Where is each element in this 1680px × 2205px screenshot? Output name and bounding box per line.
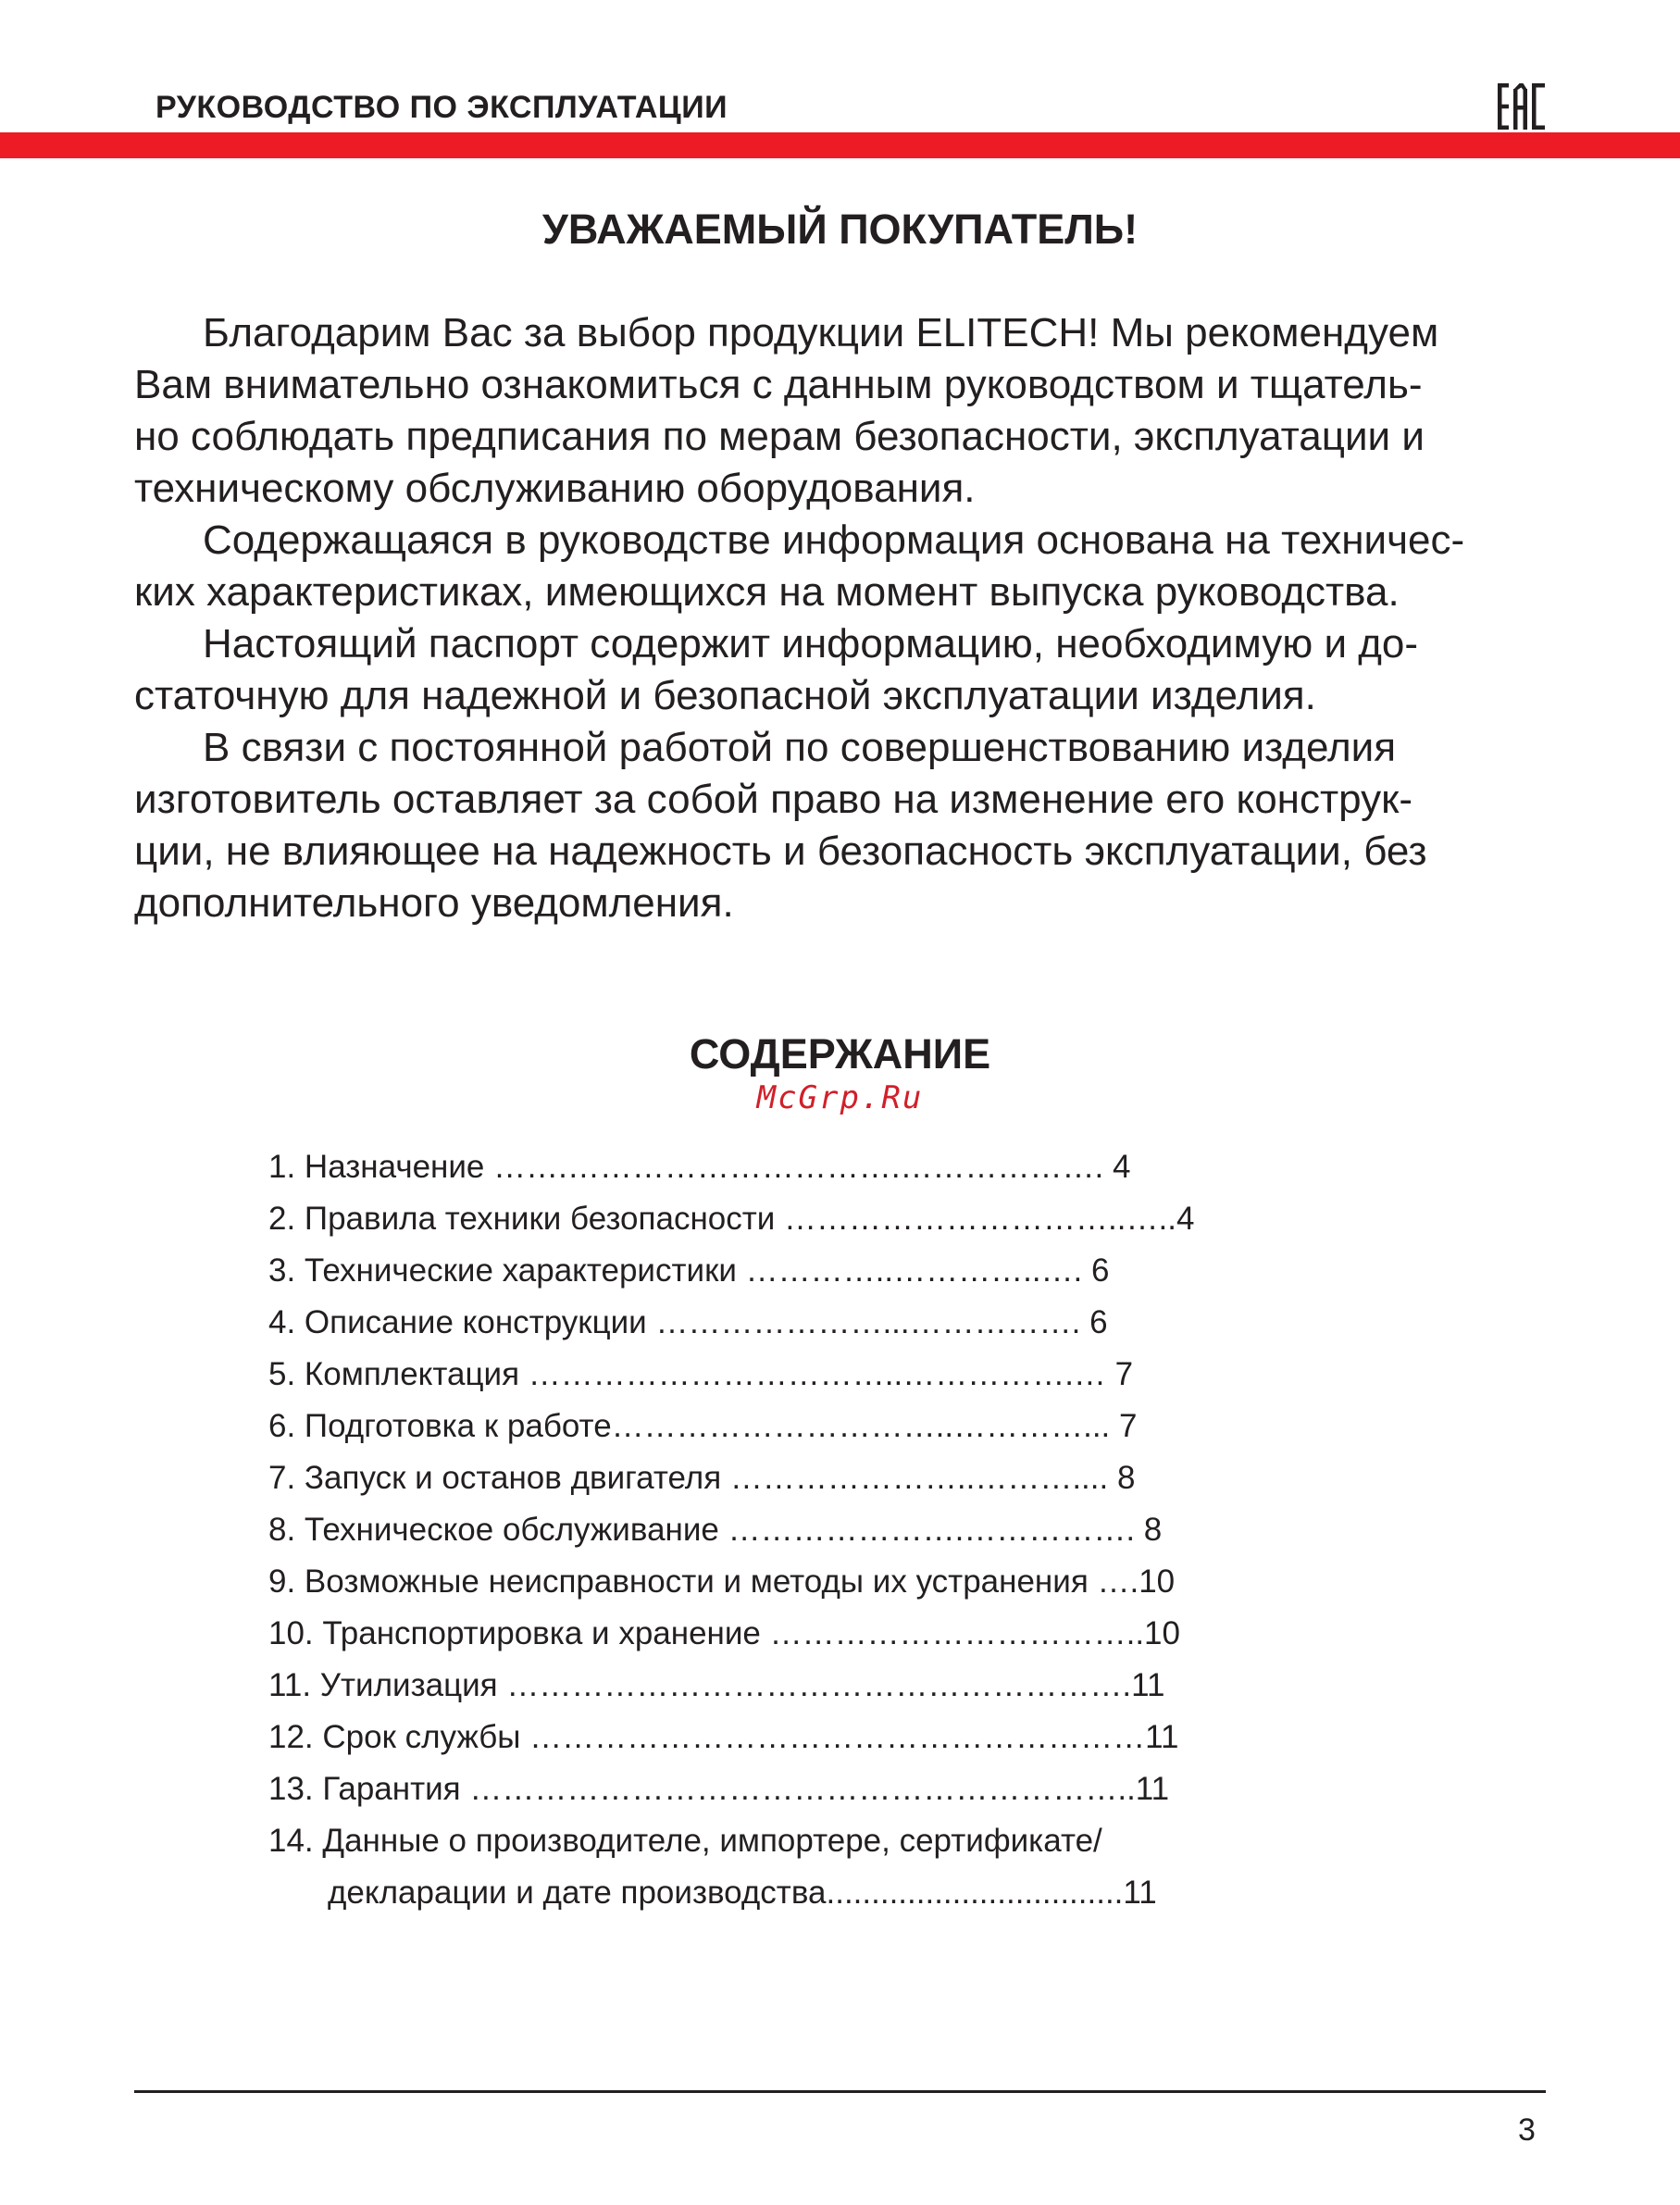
toc-item[interactable]: 11. Утилизация ………………………………………………….11 — [268, 1667, 1165, 1703]
toc-item[interactable]: 9. Возможные неисправности и методы их устранения ….10 — [268, 1563, 1176, 1600]
toc-item[interactable]: 12. Срок службы …………………………………………………11 — [268, 1719, 1179, 1755]
toc-item-continuation[interactable]: декларации и дате производства.................................11 — [328, 1875, 1157, 1911]
intro-line: но соблюдать предписания по мерам безопасности, эксплуатации и — [134, 414, 1425, 459]
toc-item[interactable]: 8. Техническое обслуживание ………………….……………. 8 — [268, 1512, 1163, 1548]
header-red-band — [0, 132, 1680, 158]
page-number: 3 — [1518, 2112, 1536, 2148]
intro-line: Вам внимательно ознакомиться с данным руководством и тщатель- — [134, 362, 1423, 407]
footer-divider — [134, 2090, 1546, 2093]
intro-line: ции, не влияющее на надежность и безопасность эксплуатации, без — [134, 828, 1427, 874]
intro-line: техническому обслуживанию оборудования. — [134, 466, 976, 511]
toc-item[interactable]: 5. Комплектация ……………………………..…………….… 7 — [268, 1356, 1134, 1392]
intro-line: дополнительного уведомления. — [134, 880, 734, 926]
eac-logo-icon — [1498, 83, 1546, 130]
toc-item[interactable]: 6. Подготовка к работе…………………………..…………... 7 — [268, 1408, 1138, 1444]
toc-item[interactable]: 10. Транспортировка и хранение ……………………………..10 — [268, 1615, 1180, 1651]
intro-line: статочную для надежной и безопасной эксплуатации изделия. — [134, 673, 1316, 718]
toc-item[interactable]: 7. Запуск и останов двигателя …………………..……….... 8 — [268, 1460, 1136, 1496]
intro-line: В связи с постоянной работой по совершенствованию изделия — [203, 725, 1397, 770]
toc-item[interactable]: 2. Правила техники безопасности …………………………..…..4 — [268, 1201, 1195, 1237]
intro-line: Содержащаяся в руководстве информация основана на техничес- — [203, 517, 1465, 563]
intro-line: изготовитель оставляет за собой право на изменение его конструк- — [134, 777, 1413, 822]
intro-line: ких характеристиках, имеющихся на момент выпуска руководства. — [134, 569, 1400, 615]
toc-list — [268, 1141, 1307, 1919]
toc-item[interactable]: 1. Назначение …….………………………….………………. 4 — [268, 1149, 1131, 1185]
toc-item[interactable]: 4. Описание конструкции …………………...……………. 6 — [268, 1304, 1108, 1340]
intro-line: Благодарим Вас за выбор продукции ELITECH! Мы рекомендуем — [203, 310, 1439, 355]
toc-heading: СОДЕРЖАНИЕ — [689, 1030, 991, 1078]
greeting-heading: УВАЖАЕМЫЙ ПОКУПАТЕЛЬ! — [541, 206, 1139, 253]
toc-item[interactable]: 3. Технические характеристики …………..…………..…. 6 — [268, 1252, 1110, 1289]
document-title: РУКОВОДСТВО ПО ЭКСПЛУАТАЦИИ — [156, 90, 728, 125]
watermark: McGrp.Ru — [756, 1079, 924, 1116]
toc-item[interactable]: 13. Гарантия ……………………………………………………..11 — [268, 1771, 1170, 1807]
intro-line: Настоящий паспорт содержит информацию, необходимую и до- — [203, 621, 1419, 666]
intro-text — [134, 307, 1546, 929]
toc-item[interactable]: 14. Данные о производителе, импортере, сертификате/ — [268, 1823, 1102, 1859]
